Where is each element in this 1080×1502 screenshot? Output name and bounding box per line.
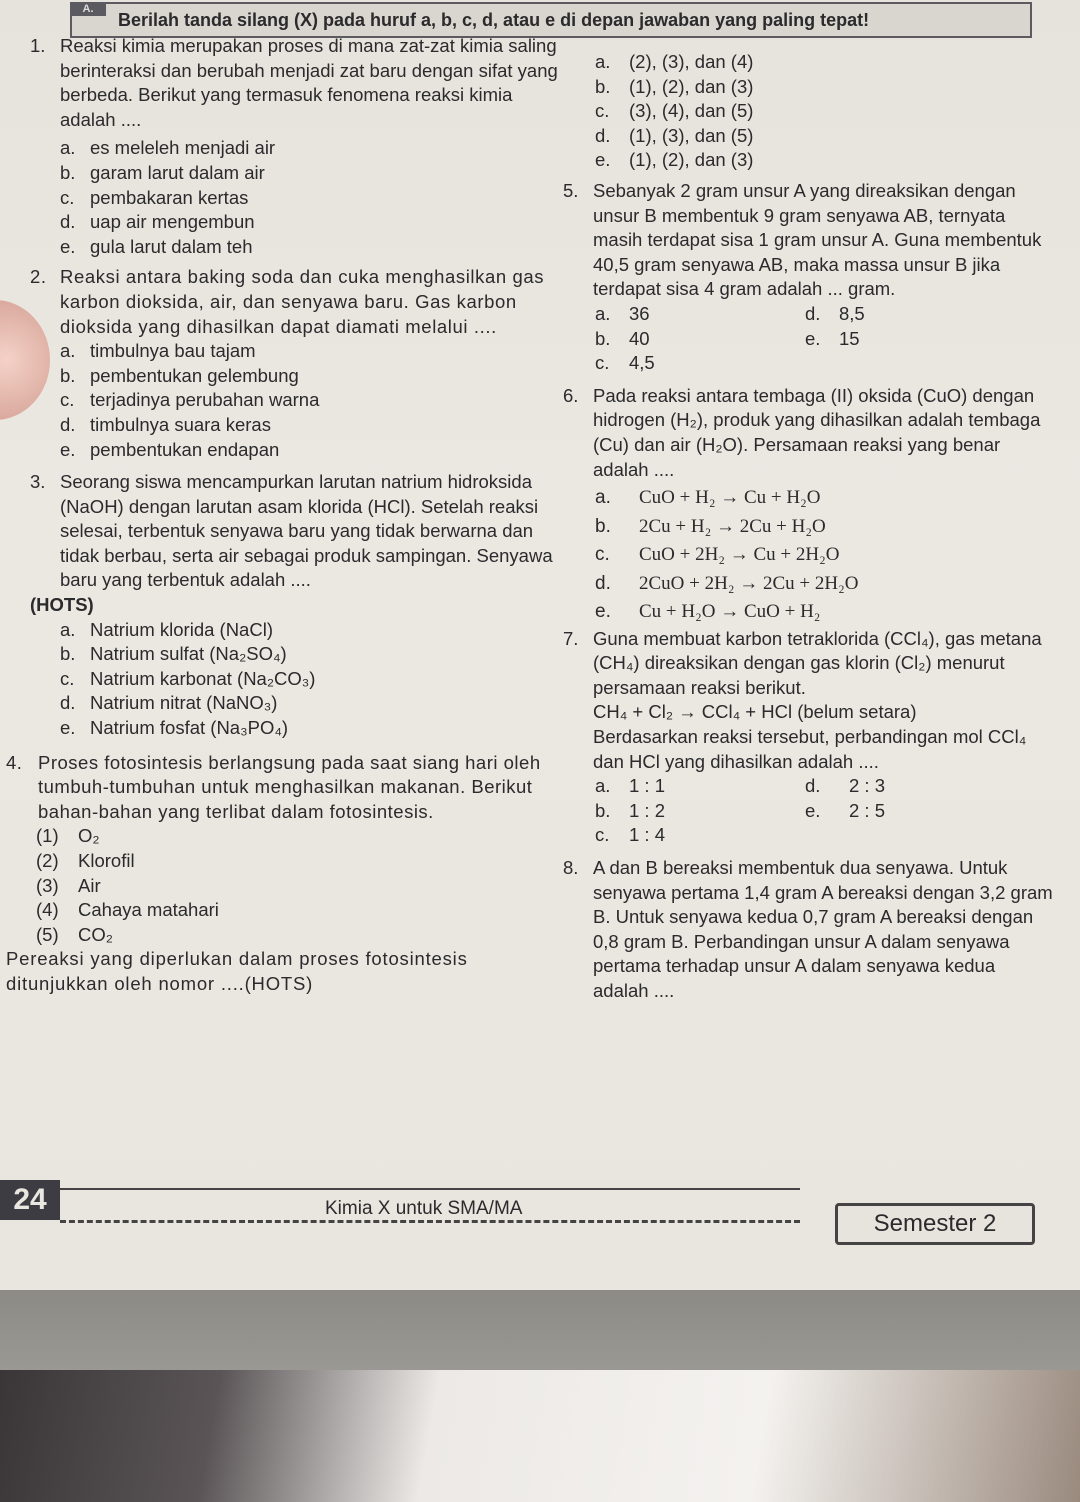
option-text: Natrium sulfat (Na₂SO₄) — [90, 643, 287, 665]
list-item — [36, 874, 558, 899]
option-text: Natrium klorida (NaCl) — [90, 618, 273, 640]
option[interactable] — [535, 598, 1055, 627]
question-1 — [30, 34, 558, 259]
option-label: a. — [60, 340, 76, 362]
option-label[interactable]: d. — [805, 302, 821, 324]
options — [60, 618, 558, 741]
option-text[interactable]: 40 — [629, 327, 650, 349]
option-text: CuO + 2H₂ → Cu + 2H₂O — [639, 544, 840, 566]
instruction-header — [70, 2, 1032, 38]
option[interactable] — [535, 50, 1055, 75]
option-text: (3), (4), dan (5) — [629, 100, 754, 122]
option-label: e. — [595, 149, 611, 171]
item-text: Air — [78, 874, 101, 896]
semester-badge: Semester 2 — [835, 1203, 1035, 1245]
option-label: a. — [595, 51, 611, 72]
option[interactable] — [535, 541, 1055, 570]
option-label[interactable]: c. — [595, 352, 610, 374]
option-text: timbulnya bau tajam — [90, 340, 256, 362]
right-column — [535, 50, 1055, 1004]
q6-options — [535, 484, 1055, 627]
question-number: 6. — [563, 384, 579, 406]
item-text: Cahaya matahari — [78, 899, 219, 921]
option-text: Natrium fosfat (Na₃PO₄) — [90, 717, 289, 739]
option-text: pembentukan endapan — [90, 438, 280, 460]
option-row — [535, 774, 1055, 799]
option-row — [535, 327, 1055, 352]
item-text: O₂ — [78, 825, 100, 847]
option-text: (2), (3), dan (4) — [629, 51, 754, 72]
option-text: (1), (2), dan (3) — [629, 149, 754, 171]
option-text[interactable]: 36 — [629, 302, 650, 324]
option-label[interactable]: c. — [595, 824, 610, 846]
option-text: 2CuO + 2H₂ → 2Cu + 2H₂O — [639, 572, 859, 594]
option-text: (1), (2), dan (3) — [629, 75, 754, 97]
option[interactable] — [535, 570, 1055, 599]
option-text[interactable]: 8,5 — [839, 302, 865, 324]
question-7 — [535, 627, 1055, 775]
option-label: c. — [60, 389, 75, 411]
option[interactable] — [60, 438, 558, 463]
question-text: Proses fotosintesis berlangsung pada saat siang hari oleh tumbuh-tumbuhan untuk menghasilkan makanan. Berikut bahan-bahan yang terlibat dalam fotosintesis. — [38, 751, 541, 822]
option-row — [535, 823, 1055, 848]
option-text: timbulnya suara keras — [90, 413, 271, 435]
option-label[interactable]: a. — [595, 775, 611, 797]
option-text[interactable]: 4,5 — [629, 352, 655, 374]
option[interactable] — [535, 513, 1055, 542]
option-text: pembentukan gelembung — [90, 364, 299, 386]
option-text: terjadinya perubahan warna — [90, 389, 320, 411]
option[interactable] — [535, 75, 1055, 100]
question-number: 5. — [563, 179, 579, 201]
option[interactable] — [60, 642, 558, 667]
option-text: Cu + H₂O → CuO + H₂ — [639, 601, 821, 623]
options — [60, 136, 558, 259]
option-text[interactable]: 1 : 2 — [629, 799, 665, 821]
option-label: e. — [60, 235, 76, 257]
option-label[interactable]: a. — [595, 302, 611, 324]
question-6 — [535, 384, 1055, 482]
list-item — [36, 849, 558, 874]
list-item — [36, 923, 558, 948]
option-marked[interactable] — [60, 186, 558, 211]
option-text: pembakaran kertas — [90, 186, 249, 208]
hots-label: (HOTS) — [30, 594, 94, 616]
option[interactable] — [535, 148, 1055, 173]
question-text: Seorang siswa mencampurkan larutan natrium hidroksida (NaOH) dengan larutan asam klorida (HCl). Setelah reaksi selesai, terbentuk senyawa baru yang tidak berwarna dan tidak berbau, serta air sebagai produk sampingan. Senyawa baru yang terbentuk adalah .... — [60, 471, 553, 591]
option-label: e. — [60, 717, 76, 739]
option-row — [535, 799, 1055, 824]
list-item — [36, 824, 558, 849]
item-label: (2) — [36, 850, 59, 871]
option-label: c. — [60, 186, 75, 208]
option[interactable] — [60, 161, 558, 186]
question-text: Reaksi kimia merupakan proses di mana zat-zat kimia saling berinteraksi dan berubah menjadi zat baru dengan sifat yang berbeda. Berikut yang termasuk fenomena reaksi kimia adalah .... — [60, 35, 558, 130]
q7-options — [535, 774, 1055, 848]
option-text: Natrium karbonat (Na₂CO₃) — [90, 667, 316, 689]
option-text: uap air mengembun — [90, 211, 255, 233]
left-column — [6, 34, 558, 997]
option-label: c. — [595, 100, 610, 122]
option-marked[interactable] — [60, 618, 558, 643]
option-label: b. — [60, 643, 76, 665]
option-label: d. — [60, 413, 76, 435]
option-marked[interactable] — [535, 99, 1055, 124]
question-2 — [30, 265, 558, 462]
question-8 — [535, 856, 1055, 1004]
question-5 — [535, 179, 1055, 302]
option-label: c. — [60, 667, 75, 689]
instruction-text: Berilah tanda silang (X) pada huruf a, b, c, d, atau e di depan jawaban yang paling tepat! — [118, 10, 870, 30]
option-label: a. — [60, 618, 76, 640]
question-text: Reaksi antara baking soda dan cuka menghasilkan gas karbon dioksida, air, dan senyawa baru. Gas karbon dioksida yang dihasilkan dapat diamati melalui .... — [60, 266, 545, 337]
question-text: Pada reaksi antara tembaga (II) oksida (CuO) dengan hidrogen (H₂), produk yang dihasilkan adalah tembaga (Cu) dan air (H₂O). Persamaan reaksi yang benar adalah .... — [593, 384, 1041, 480]
option-label[interactable]: e. — [805, 799, 821, 821]
q5-options — [535, 302, 1055, 376]
option-text[interactable]: 15 — [839, 327, 860, 349]
question-text: Guna membuat karbon tetraklorida (CCl₄), gas metana (CH₄) direaksikan dengan gas klorin (Cl₂) menurut persamaan reaksi berikut. — [593, 627, 1042, 698]
option-marked[interactable] — [60, 364, 558, 389]
option[interactable] — [60, 339, 558, 364]
option-row — [535, 351, 1055, 376]
option[interactable] — [60, 388, 558, 413]
option[interactable] — [60, 136, 558, 161]
option-label: d. — [595, 572, 611, 594]
question-number: 4. — [6, 751, 23, 773]
option-label: b. — [60, 364, 76, 386]
option-label: d. — [60, 211, 76, 233]
item-text: Klorofil — [78, 850, 135, 871]
option-text: garam larut dalam air — [90, 161, 265, 183]
option-label: b. — [60, 161, 76, 183]
list-item — [36, 898, 558, 923]
fabric-background — [0, 1370, 1080, 1502]
option-label[interactable]: b. — [595, 799, 611, 821]
option-row — [535, 302, 1055, 327]
option[interactable] — [60, 716, 558, 741]
option-label[interactable]: e. — [805, 327, 821, 349]
question-3 — [30, 470, 558, 741]
option-text: es meleleh menjadi air — [90, 137, 276, 159]
option-label[interactable]: b. — [595, 327, 611, 349]
item-label: (5) — [36, 923, 59, 945]
option-text: gula larut dalam teh — [90, 235, 253, 257]
question-closing: Pereaksi yang diperlukan dalam proses fotosintesis ditunjukkan oleh nomor ....(HOTS) — [6, 948, 468, 994]
option-label: b. — [595, 75, 611, 97]
option-label: a. — [595, 487, 611, 509]
question-number: 3. — [30, 471, 46, 493]
section-tag: A. — [70, 2, 106, 16]
reaction-equation: CH₄ + Cl₂ → CCl₄ + HCl (belum setara) — [593, 701, 917, 723]
item-label: (3) — [36, 874, 59, 896]
option-text[interactable]: 1 : 1 — [629, 775, 665, 797]
option-label[interactable]: d. — [805, 775, 821, 797]
option-label: e. — [595, 601, 611, 623]
item-list — [36, 824, 558, 947]
option[interactable] — [535, 124, 1055, 149]
question-4 — [6, 751, 558, 997]
question-number: 7. — [563, 627, 579, 649]
question-number: 2. — [30, 266, 47, 288]
option-text: (1), (3), dan (5) — [629, 124, 754, 146]
option-label: d. — [595, 124, 611, 146]
option-label: b. — [595, 515, 611, 537]
option[interactable] — [60, 691, 558, 716]
item-text: CO₂ — [78, 923, 113, 945]
option-text: 2Cu + H₂ → 2Cu + H₂O — [639, 515, 826, 537]
option[interactable] — [60, 210, 558, 235]
option-label: c. — [595, 544, 610, 566]
options — [60, 339, 558, 462]
option-label: e. — [60, 438, 76, 460]
option[interactable] — [60, 667, 558, 692]
option-label: a. — [60, 137, 76, 159]
question-number: 1. — [30, 35, 46, 56]
option-text[interactable]: 2 : 5 — [849, 799, 885, 821]
option-text: Natrium nitrat (NaNO₃) — [90, 692, 278, 714]
option-text[interactable]: 1 : 4 — [629, 824, 665, 846]
option-text: CuO + H₂ → Cu + H₂O — [639, 487, 821, 509]
page-number: 24 — [0, 1180, 60, 1220]
item-label: (4) — [36, 899, 59, 921]
question-text: A dan B bereaksi membentuk dua senyawa. Untuk senyawa pertama 1,4 gram A bereaksi dengan 3,2 gram B. Untuk senyawa kedua 0,7 gram A bereaksi dengan 0,8 gram B. Perbandingan unsur A dalam senyawa pertama terhadap unsur A dalam senyawa kedua adalah .... — [593, 856, 1053, 1001]
option-text[interactable]: 2 : 3 — [849, 775, 885, 797]
option-label: d. — [60, 692, 76, 714]
question-number: 8. — [563, 856, 579, 878]
question-closing: Berdasarkan reaksi tersebut, perbandingan mol CCl₄ dan HCl yang dihasilkan adalah .... — [593, 725, 1027, 772]
question-text: Sebanyak 2 gram unsur A yang direaksikan dengan unsur B membentuk 9 gram senyawa AB, ternyata masih terdapat sisa 1 gram unsur A. Guna membentuk 40,5 gram senyawa AB, maka massa unsur B jika terdapat sisa 4 gram adalah ... gram. — [593, 179, 1042, 300]
q4-options — [535, 50, 1055, 173]
book-title: Kimia X untuk SMA/MA — [325, 1198, 523, 1219]
option[interactable] — [60, 235, 558, 260]
option[interactable] — [60, 413, 558, 438]
option[interactable] — [535, 484, 1055, 513]
item-label: (1) — [36, 825, 59, 847]
